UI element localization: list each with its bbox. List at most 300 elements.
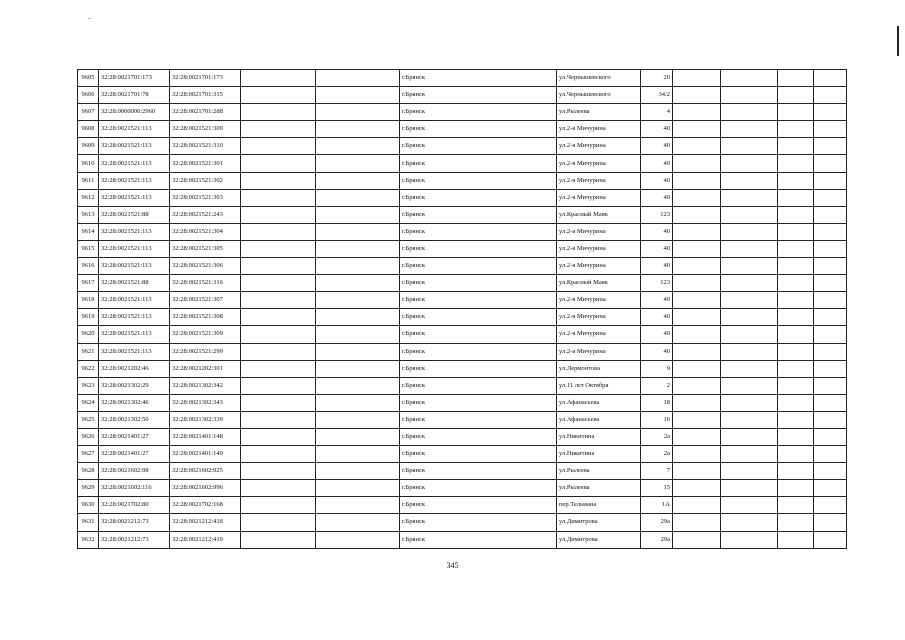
city-cell: г.Брянск (400, 531, 557, 548)
empty-cell (721, 240, 778, 257)
city-cell: г.Брянск (400, 497, 557, 514)
empty-cell (721, 189, 778, 206)
record-number-cell: 9624 (78, 394, 99, 411)
empty-cell (316, 360, 400, 377)
record-number-cell: 9620 (78, 326, 99, 343)
object-cadastral-number-cell: 32:28:0021401:149 (170, 446, 241, 463)
empty-cell (721, 70, 778, 87)
city-cell: г.Брянск (400, 428, 557, 445)
empty-cell (721, 104, 778, 121)
street-cell: ул.Рылеева (557, 463, 641, 480)
empty-cell (316, 275, 400, 292)
street-cell: ул.Никитина (557, 446, 641, 463)
empty-cell (814, 292, 847, 309)
table-row (78, 377, 847, 394)
record-number-cell: 9613 (78, 206, 99, 223)
empty-cell (778, 428, 814, 445)
parcel-cadastral-number-cell: 32:28:0021521:113 (99, 121, 170, 138)
record-number-cell: 9609 (78, 138, 99, 155)
street-cell: ул.Красный Маяк (557, 275, 641, 292)
empty-cell (241, 70, 316, 87)
empty-cell (814, 446, 847, 463)
empty-cell (778, 240, 814, 257)
empty-cell (673, 326, 721, 343)
table-row (78, 240, 847, 257)
empty-cell (241, 531, 316, 548)
empty-cell (721, 343, 778, 360)
empty-cell (778, 531, 814, 548)
city-cell: г.Брянск (400, 360, 557, 377)
scan-edge-mark (897, 26, 899, 56)
empty-cell (721, 531, 778, 548)
house-number-cell: 40 (641, 121, 673, 138)
empty-cell (814, 531, 847, 548)
empty-cell (316, 377, 400, 394)
record-number-cell: 9619 (78, 309, 99, 326)
empty-cell (316, 189, 400, 206)
empty-cell (721, 87, 778, 104)
object-cadastral-number-cell: 32:28:0021521:243 (170, 206, 241, 223)
city-cell: г.Брянск (400, 292, 557, 309)
empty-cell (316, 343, 400, 360)
street-cell: ул.Чернышевского (557, 87, 641, 104)
record-number-cell: 9632 (78, 531, 99, 548)
street-cell: ул.Рылеева (557, 104, 641, 121)
street-cell: ул.2-я Мичурина (557, 343, 641, 360)
table-row (78, 360, 847, 377)
empty-cell (241, 240, 316, 257)
empty-cell (814, 326, 847, 343)
empty-cell (316, 292, 400, 309)
empty-cell (814, 121, 847, 138)
table-row (78, 155, 847, 172)
record-number-cell: 9618 (78, 292, 99, 309)
empty-cell (241, 258, 316, 275)
empty-cell (778, 223, 814, 240)
city-cell: г.Брянск (400, 275, 557, 292)
empty-cell (778, 446, 814, 463)
empty-cell (778, 480, 814, 497)
house-number-cell: 2а (641, 428, 673, 445)
empty-cell (673, 514, 721, 531)
parcel-cadastral-number-cell: 32:28:0021521:113 (99, 172, 170, 189)
city-cell: г.Брянск (400, 223, 557, 240)
object-cadastral-number-cell: 32:28:0021401:148 (170, 428, 241, 445)
house-number-cell: 1А (641, 497, 673, 514)
table-row (78, 70, 847, 87)
empty-cell (778, 189, 814, 206)
house-number-cell: 40 (641, 343, 673, 360)
empty-cell (814, 360, 847, 377)
empty-cell (814, 138, 847, 155)
table-row (78, 172, 847, 189)
object-cadastral-number-cell: 32:28:0021202:301 (170, 360, 241, 377)
empty-cell (241, 155, 316, 172)
house-number-cell: 40 (641, 155, 673, 172)
empty-cell (778, 343, 814, 360)
empty-cell (778, 138, 814, 155)
street-cell: ул.2-я Мичурина (557, 172, 641, 189)
street-cell: ул.2-я Мичурина (557, 223, 641, 240)
empty-cell (778, 87, 814, 104)
house-number-cell: 40 (641, 292, 673, 309)
object-cadastral-number-cell: 32:28:0021521:300 (170, 121, 241, 138)
house-number-cell: 7 (641, 463, 673, 480)
empty-cell (721, 309, 778, 326)
empty-cell (778, 258, 814, 275)
record-number-cell: 9629 (78, 480, 99, 497)
object-cadastral-number-cell: 32:28:0021521:303 (170, 189, 241, 206)
empty-cell (241, 138, 316, 155)
record-number-cell: 9605 (78, 70, 99, 87)
empty-cell (241, 206, 316, 223)
record-number-cell: 9606 (78, 87, 99, 104)
empty-cell (673, 463, 721, 480)
table-row (78, 275, 847, 292)
parcel-cadastral-number-cell: 32:28:0021302:50 (99, 411, 170, 428)
object-cadastral-number-cell: 32:28:0021302:342 (170, 377, 241, 394)
object-cadastral-number-cell: 32:28:0021521:299 (170, 343, 241, 360)
object-cadastral-number-cell: 32:28:0021212:418 (170, 514, 241, 531)
empty-cell (316, 240, 400, 257)
empty-cell (814, 206, 847, 223)
house-number-cell: 40 (641, 138, 673, 155)
parcel-cadastral-number-cell: 32:28:0021202:46 (99, 360, 170, 377)
empty-cell (814, 411, 847, 428)
parcel-cadastral-number-cell: 32:28:0021521:113 (99, 223, 170, 240)
house-number-cell: 40 (641, 240, 673, 257)
empty-cell (673, 155, 721, 172)
city-cell: г.Брянск (400, 70, 557, 87)
empty-cell (241, 480, 316, 497)
street-cell: ул.Чернышевского (557, 70, 641, 87)
empty-cell (814, 463, 847, 480)
empty-cell (316, 70, 400, 87)
house-number-cell: 34/2 (641, 87, 673, 104)
object-cadastral-number-cell: 32:28:0021212:419 (170, 531, 241, 548)
empty-cell (241, 377, 316, 394)
empty-cell (316, 497, 400, 514)
table-row (78, 206, 847, 223)
empty-cell (673, 343, 721, 360)
object-cadastral-number-cell: 32:28:0021302:343 (170, 394, 241, 411)
parcel-cadastral-number-cell: 32:28:0021212:73 (99, 514, 170, 531)
empty-cell (316, 138, 400, 155)
empty-cell (673, 206, 721, 223)
record-number-cell: 9608 (78, 121, 99, 138)
empty-cell (721, 275, 778, 292)
house-number-cell: 2 (641, 377, 673, 394)
table-row (78, 189, 847, 206)
empty-cell (778, 360, 814, 377)
empty-cell (241, 87, 316, 104)
table-row (78, 138, 847, 155)
empty-cell (721, 360, 778, 377)
parcel-cadastral-number-cell: 32:28:0021521:88 (99, 275, 170, 292)
object-cadastral-number-cell: 32:28:0021521:306 (170, 258, 241, 275)
record-number-cell: 9622 (78, 360, 99, 377)
city-cell: г.Брянск (400, 155, 557, 172)
object-cadastral-number-cell: 32:28:0021701:315 (170, 87, 241, 104)
house-number-cell: 123 (641, 206, 673, 223)
house-number-cell: 4 (641, 104, 673, 121)
record-number-cell: 9627 (78, 446, 99, 463)
empty-cell (778, 326, 814, 343)
record-number-cell: 9625 (78, 411, 99, 428)
city-cell: г.Брянск (400, 121, 557, 138)
city-cell: г.Брянск (400, 514, 557, 531)
parcel-cadastral-number-cell: 32:28:0021701:173 (99, 70, 170, 87)
house-number-cell: 9 (641, 360, 673, 377)
empty-cell (316, 514, 400, 531)
object-cadastral-number-cell: 32:28:0021521:305 (170, 240, 241, 257)
empty-cell (814, 87, 847, 104)
empty-cell (721, 155, 778, 172)
parcel-cadastral-number-cell: 32:28:0021521:113 (99, 138, 170, 155)
empty-cell (778, 172, 814, 189)
empty-cell (241, 411, 316, 428)
house-number-cell: 40 (641, 309, 673, 326)
empty-cell (673, 104, 721, 121)
empty-cell (721, 206, 778, 223)
empty-cell (316, 87, 400, 104)
record-number-cell: 9614 (78, 223, 99, 240)
empty-cell (814, 480, 847, 497)
empty-cell (241, 121, 316, 138)
empty-cell (241, 446, 316, 463)
parcel-cadastral-number-cell: 32:28:0021521:113 (99, 292, 170, 309)
empty-cell (241, 309, 316, 326)
parcel-cadastral-number-cell: 32:28:0021521:113 (99, 343, 170, 360)
street-cell: ул.2-я Мичурина (557, 309, 641, 326)
house-number-cell: 40 (641, 223, 673, 240)
empty-cell (673, 360, 721, 377)
street-cell: ул.2-я Мичурина (557, 292, 641, 309)
city-cell: г.Брянск (400, 343, 557, 360)
street-cell: пер.Тельмана (557, 497, 641, 514)
empty-cell (814, 155, 847, 172)
table-row (78, 343, 847, 360)
object-cadastral-number-cell: 32:28:0021521:304 (170, 223, 241, 240)
parcel-cadastral-number-cell: 32:28:0021602:116 (99, 480, 170, 497)
record-number-cell: 9612 (78, 189, 99, 206)
city-cell: г.Брянск (400, 104, 557, 121)
city-cell: г.Брянск (400, 394, 557, 411)
parcel-cadastral-number-cell: 32:28:0021302:46 (99, 394, 170, 411)
empty-cell (673, 223, 721, 240)
city-cell: г.Брянск (400, 309, 557, 326)
empty-cell (778, 411, 814, 428)
parcel-cadastral-number-cell: 32:28:0021302:29 (99, 377, 170, 394)
empty-cell (316, 411, 400, 428)
parcel-cadastral-number-cell: 32:28:0021212:73 (99, 531, 170, 548)
table-row (78, 258, 847, 275)
city-cell: г.Брянск (400, 189, 557, 206)
street-cell: ул.Афанасьева (557, 394, 641, 411)
record-number-cell: 9630 (78, 497, 99, 514)
empty-cell (673, 309, 721, 326)
empty-cell (778, 394, 814, 411)
empty-cell (778, 155, 814, 172)
empty-cell (673, 87, 721, 104)
city-cell: г.Брянск (400, 326, 557, 343)
empty-cell (241, 326, 316, 343)
empty-cell (673, 428, 721, 445)
street-cell: ул.Димитрова (557, 514, 641, 531)
street-cell: ул.Никитина (557, 428, 641, 445)
empty-cell (673, 258, 721, 275)
table-row (78, 104, 847, 121)
house-number-cell: 123 (641, 275, 673, 292)
house-number-cell: 15 (641, 480, 673, 497)
object-cadastral-number-cell: 32:28:0021701:173 (170, 70, 241, 87)
parcel-cadastral-number-cell: 32:28:0000000:2960 (99, 104, 170, 121)
empty-cell (721, 480, 778, 497)
city-cell: г.Брянск (400, 138, 557, 155)
record-number-cell: 9626 (78, 428, 99, 445)
empty-cell (673, 411, 721, 428)
street-cell: ул.2-я Мичурина (557, 121, 641, 138)
table-row (78, 87, 847, 104)
street-cell: ул.2-я Мичурина (557, 258, 641, 275)
empty-cell (814, 377, 847, 394)
empty-cell (721, 497, 778, 514)
parcel-cadastral-number-cell: 32:28:0021521:88 (99, 206, 170, 223)
empty-cell (241, 394, 316, 411)
empty-cell (673, 497, 721, 514)
city-cell: г.Брянск (400, 463, 557, 480)
empty-cell (778, 514, 814, 531)
object-cadastral-number-cell: 32:28:0021521:301 (170, 155, 241, 172)
empty-cell (673, 172, 721, 189)
empty-cell (673, 480, 721, 497)
parcel-cadastral-number-cell: 32:28:0021602:98 (99, 463, 170, 480)
empty-cell (316, 463, 400, 480)
empty-cell (673, 394, 721, 411)
record-number-cell: 9615 (78, 240, 99, 257)
empty-cell (241, 223, 316, 240)
empty-cell (814, 309, 847, 326)
parcel-cadastral-number-cell: 32:28:0021401:27 (99, 428, 170, 445)
city-cell: г.Брянск (400, 87, 557, 104)
empty-cell (814, 497, 847, 514)
object-cadastral-number-cell: 32:28:0021521:302 (170, 172, 241, 189)
object-cadastral-number-cell: 32:28:0021521:310 (170, 138, 241, 155)
empty-cell (241, 514, 316, 531)
empty-cell (241, 172, 316, 189)
empty-cell (814, 70, 847, 87)
empty-cell (316, 104, 400, 121)
empty-cell (721, 258, 778, 275)
empty-cell (814, 223, 847, 240)
house-number-cell: 18 (641, 394, 673, 411)
parcel-cadastral-number-cell: 32:28:0021521:113 (99, 240, 170, 257)
empty-cell (673, 292, 721, 309)
empty-cell (814, 240, 847, 257)
street-cell: ул.2-я Мичурина (557, 326, 641, 343)
empty-cell (316, 428, 400, 445)
table-row (78, 411, 847, 428)
empty-cell (778, 275, 814, 292)
table-row (78, 514, 847, 531)
empty-cell (316, 258, 400, 275)
empty-cell (241, 343, 316, 360)
empty-cell (316, 480, 400, 497)
empty-cell (316, 223, 400, 240)
record-number-cell: 9607 (78, 104, 99, 121)
empty-cell (778, 121, 814, 138)
house-number-cell: 29а (641, 514, 673, 531)
empty-cell (814, 258, 847, 275)
empty-cell (814, 343, 847, 360)
empty-cell (673, 70, 721, 87)
house-number-cell: 20 (641, 70, 673, 87)
empty-cell (778, 206, 814, 223)
object-cadastral-number-cell: 32:28:0021302:339 (170, 411, 241, 428)
empty-cell (316, 155, 400, 172)
street-cell: ул.Красный Маяк (557, 206, 641, 223)
object-cadastral-number-cell: 32:28:0021521:316 (170, 275, 241, 292)
empty-cell (814, 514, 847, 531)
empty-cell (778, 497, 814, 514)
street-cell: ул.2-я Мичурина (557, 155, 641, 172)
record-number-cell: 9628 (78, 463, 99, 480)
table-row (78, 531, 847, 548)
street-cell: ул.Лермонтова (557, 360, 641, 377)
table-row (78, 497, 847, 514)
empty-cell (673, 275, 721, 292)
empty-cell (814, 428, 847, 445)
table-row (78, 480, 847, 497)
table-row (78, 121, 847, 138)
house-number-cell: 16 (641, 411, 673, 428)
table-row (78, 309, 847, 326)
empty-cell (241, 360, 316, 377)
empty-cell (721, 514, 778, 531)
table-row (78, 326, 847, 343)
empty-cell (721, 138, 778, 155)
parcel-cadastral-number-cell: 32:28:0021401:27 (99, 446, 170, 463)
house-number-cell: 2а (641, 446, 673, 463)
page-number: 345 (446, 561, 459, 570)
street-cell: ул.2-я Мичурина (557, 189, 641, 206)
city-cell: г.Брянск (400, 258, 557, 275)
record-number-cell: 9616 (78, 258, 99, 275)
house-number-cell: 29а (641, 531, 673, 548)
record-number-cell: 9631 (78, 514, 99, 531)
object-cadastral-number-cell: 32:28:0021701:288 (170, 104, 241, 121)
street-cell: ул.11 лет Октября (557, 377, 641, 394)
table-body (78, 70, 847, 549)
empty-cell (241, 104, 316, 121)
empty-cell (673, 189, 721, 206)
empty-cell (241, 292, 316, 309)
object-cadastral-number-cell: 32:28:0021602:925 (170, 463, 241, 480)
empty-cell (241, 497, 316, 514)
empty-cell (721, 172, 778, 189)
empty-cell (814, 275, 847, 292)
city-cell: г.Брянск (400, 446, 557, 463)
empty-cell (778, 70, 814, 87)
empty-cell (673, 121, 721, 138)
empty-cell (721, 292, 778, 309)
record-number-cell: 9621 (78, 343, 99, 360)
empty-cell (721, 463, 778, 480)
street-cell: ул.Афанасьева (557, 411, 641, 428)
record-number-cell: 9617 (78, 275, 99, 292)
street-cell: ул.Димитрова (557, 531, 641, 548)
scan-speck (88, 18, 91, 19)
